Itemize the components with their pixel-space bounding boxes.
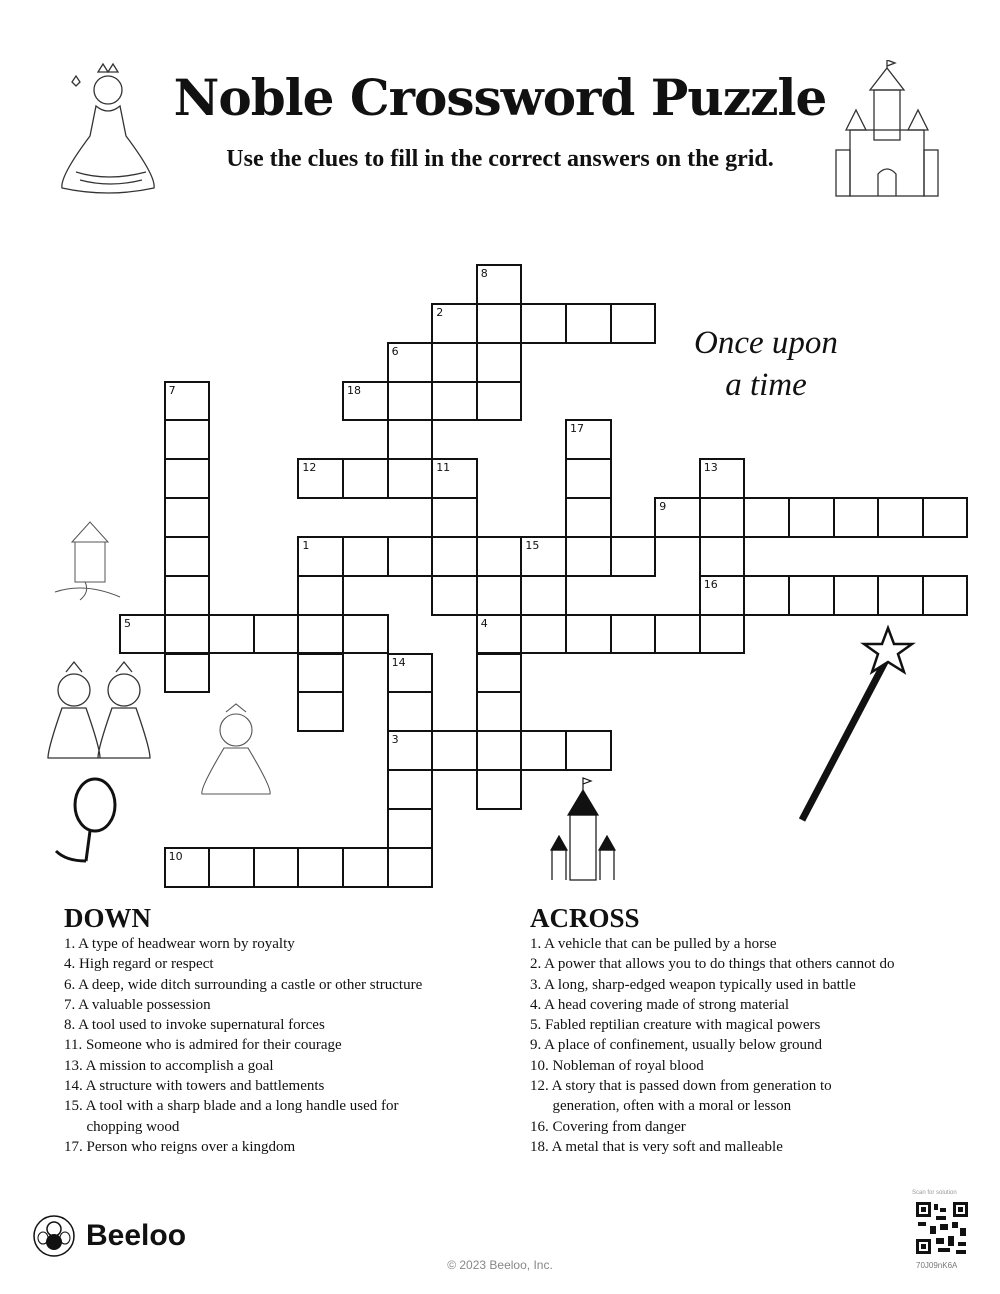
grid-cell[interactable] [610,536,657,577]
across-clue: 4. A head covering made of strong material [530,996,790,1013]
hand-mirror-illustration-icon [50,775,130,875]
down-clue: 17. Person who reigns over a kingdom [64,1138,296,1155]
grid-cell[interactable] [520,303,567,344]
grid-cell[interactable] [877,575,924,616]
clue-number: 1 [302,538,310,552]
clue-number: 11 [436,461,451,475]
down-clue: 8. A tool used to invoke supernatural forces [64,1017,325,1034]
grid-cell[interactable] [833,575,880,616]
grid-cell[interactable] [476,730,523,771]
brand-name: Beeloo [86,1219,187,1252]
down-clue: 6. A deep, wide ditch surrounding a castle or other structure [64,976,423,993]
grid-cell[interactable] [297,614,344,655]
grid-cell[interactable] [387,691,434,732]
grid-cell[interactable] [565,730,612,771]
grid-cell[interactable] [208,847,255,888]
grid-cell[interactable] [164,419,211,460]
grid-cell[interactable] [476,303,523,344]
grid-cell[interactable] [208,614,255,655]
grid-cell[interactable] [476,614,523,655]
grid-cell[interactable] [743,497,790,538]
grid-cell[interactable] [476,575,523,616]
across-clue: 12. A story that is passed down from generation to generation, often with a moral or lesson [530,1078,832,1115]
grid-cell[interactable] [877,497,924,538]
clue-number: 18 [347,383,361,397]
grid-cell[interactable] [387,653,434,694]
grid-cell[interactable] [164,381,211,422]
down-section [64,903,422,1157]
grid-cell[interactable] [431,575,478,616]
grid-cell[interactable] [387,847,434,888]
clue-number: 8 [480,267,488,280]
prince-princess-illustration-icon [44,660,154,770]
grid-cell[interactable] [565,497,612,538]
across-clue-list [530,934,895,1157]
grid-cell[interactable] [565,419,612,460]
down-clue: 11. Someone who is admired for their courage [64,1037,342,1054]
clue-number: 13 [703,461,718,475]
grid-cell[interactable] [342,458,389,499]
down-clue: 14. A structure with towers and battlements [64,1078,325,1095]
grid-cell[interactable] [699,575,746,616]
grid-cell[interactable] [699,458,746,499]
across-heading: ACROSS [530,903,640,933]
grid-cell[interactable] [743,575,790,616]
clue-number: 17 [570,422,584,436]
grid-cell[interactable] [476,342,523,383]
grid-cell[interactable] [520,730,567,771]
bee-logo-icon [32,1214,76,1258]
grid-cell[interactable] [297,536,344,577]
grid-cell[interactable] [342,847,389,888]
grid-cell[interactable] [788,497,835,538]
grid-cell[interactable] [164,847,211,888]
grid-cell[interactable] [788,575,835,616]
grid-cell[interactable] [476,653,523,694]
grid-cell[interactable] [387,419,434,460]
princess-illustration-icon [60,62,160,197]
clue-number: 15 [525,538,540,552]
grid-cell[interactable] [297,653,344,694]
grid-cell[interactable] [387,769,434,810]
qr-code-icon[interactable] [916,1202,968,1254]
across-clue: 5. Fabled reptilian creature with magical powers [530,1017,821,1034]
grid-cell[interactable] [565,303,612,344]
scan-label: Scan for solution [912,1190,957,1196]
clue-number: 7 [168,383,176,397]
grid-cell[interactable] [654,614,701,655]
puzzle-code: 70J09nK6A [916,1261,958,1270]
grid-cell[interactable] [431,342,478,383]
down-clue-list [64,934,422,1157]
grid-cell[interactable] [387,342,434,383]
grid-cell[interactable] [387,730,434,771]
castle-illustration-icon [832,60,942,200]
grid-cell[interactable] [164,614,211,655]
grid-cell[interactable] [565,614,612,655]
down-clue: 15. A tool with a sharp blade and a long handle used for chopping wood [64,1098,399,1135]
across-clue: 3. A long, sharp-edged weapon typically used in battle [530,976,856,993]
grid-cell[interactable] [610,614,657,655]
page-subtitle: Use the clues to fill in the correct answers on the grid. [226,146,774,172]
grid-cell[interactable] [833,497,880,538]
grid-cell[interactable] [297,575,344,616]
grid-cell[interactable] [387,536,434,577]
grid-cell[interactable] [431,497,478,538]
beeloo-logo [32,1214,186,1258]
across-clue: 18. A metal that is very soft and malleable [530,1138,783,1155]
princess-small-illustration-icon [196,700,276,800]
across-clue: 2. A power that allows you to do things that others cannot do [530,956,895,973]
grid-cell[interactable] [922,575,969,616]
grid-cell[interactable] [654,497,701,538]
grid-cell[interactable] [253,847,300,888]
across-clue: 9. A place of confinement, usually below ground [530,1037,823,1054]
clue-number: 14 [391,655,406,669]
page-title: Noble Crossword Puzzle [173,68,827,127]
grid-cell[interactable] [342,381,389,422]
clue-number: 16 [703,577,718,591]
grid-cell[interactable] [699,536,746,577]
grid-cell[interactable] [610,303,657,344]
down-clue: 7. A valuable possession [64,996,211,1013]
grid-cell[interactable] [297,691,344,732]
clue-number: 5 [124,616,131,630]
grid-cell[interactable] [431,458,478,499]
grid-cell[interactable] [520,575,567,616]
copyright: © 2023 Beeloo, Inc. [447,1258,553,1272]
castle-small-illustration-icon [50,512,125,602]
grid-cell[interactable] [565,458,612,499]
grid-cell[interactable] [253,614,300,655]
grid-cell[interactable] [387,458,434,499]
grid-cell[interactable] [565,536,612,577]
once-line-1: Once upon [694,325,838,361]
clue-number: 9 [659,500,667,514]
grid-cell[interactable] [476,691,523,732]
across-clue: 16. Covering from danger [530,1118,686,1135]
grid-cell[interactable] [164,536,211,577]
once-line-2: a time [725,367,807,403]
down-clue: 1. A type of headwear worn by royalty [64,936,295,952]
down-heading: DOWN [64,903,151,933]
grid-cell[interactable] [431,303,478,344]
grid-cell[interactable] [520,614,567,655]
grid-cell[interactable] [164,458,211,499]
grid-cell[interactable] [164,497,211,538]
down-clue: 13. A mission to accomplish a goal [64,1057,274,1074]
grid-cell[interactable] [476,264,523,305]
grid-cell[interactable] [297,458,344,499]
grid-cell[interactable] [164,653,211,694]
grid-cell[interactable] [119,614,166,655]
grid-cell[interactable] [476,536,523,577]
across-clue: 1. A vehicle that can be pulled by a horse [530,936,777,952]
grid-cell[interactable] [431,381,478,422]
clue-number: 4 [480,616,488,630]
magic-wand-icon [790,620,930,830]
grid-cell[interactable] [431,536,478,577]
grid-cell[interactable] [699,497,746,538]
grid-cell[interactable] [164,575,211,616]
across-clue: 10. Nobleman of royal blood [530,1057,704,1074]
clue-number: 12 [302,461,317,475]
grid-cell[interactable] [387,808,434,849]
grid-cell[interactable] [520,536,567,577]
grid-cell[interactable] [476,381,523,422]
grid-cell[interactable] [297,847,344,888]
grid-cell[interactable] [476,769,523,810]
grid-cell[interactable] [922,497,969,538]
castle-tower-illustration-icon [548,775,618,885]
clue-number: 10 [168,849,183,863]
across-section [530,903,895,1157]
clue-number: 6 [391,344,399,358]
clue-number: 2 [436,305,444,319]
clue-number: 3 [391,733,399,747]
once-upon-a-time-decoration [676,322,856,406]
grid-cell[interactable] [431,730,478,771]
grid-cell[interactable] [342,536,389,577]
grid-cell[interactable] [699,614,746,655]
grid-cell[interactable] [342,614,389,655]
down-clue: 4. High regard or respect [64,956,214,973]
grid-cell[interactable] [387,381,434,422]
